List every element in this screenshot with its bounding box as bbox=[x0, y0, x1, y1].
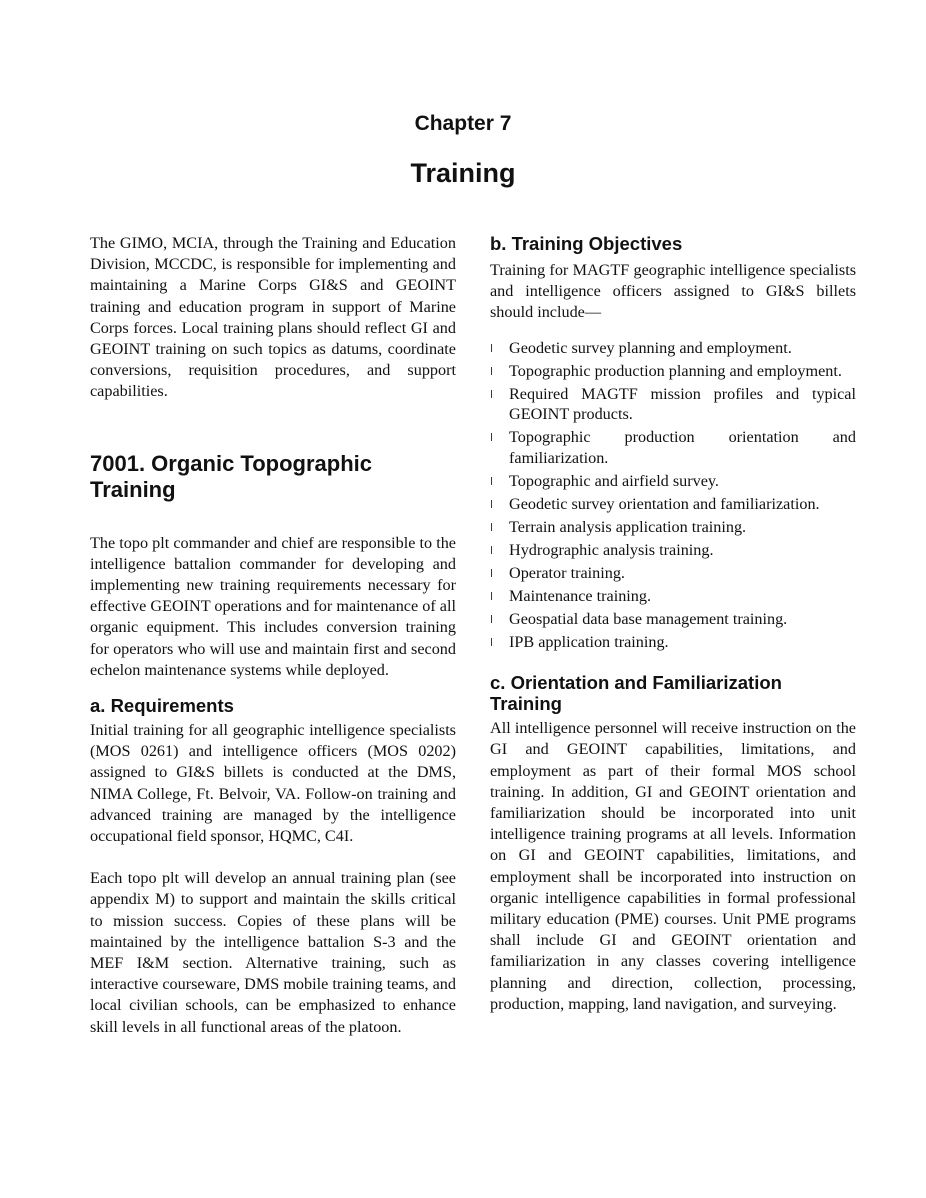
intro-paragraph: The GIMO, MCIA, through the Training and Education Division, MCCDC, is responsible for implementing and maintaining a Marine Corps GI&S and GEOINT training and education program in support of Marine Corps forces. Local training plans should reflect GI and GEOINT training on such topics as datums, coordinate conversions, requisition procedures, and support capabilities. bbox=[90, 234, 456, 401]
chapter-label: Chapter 7 bbox=[414, 112, 512, 135]
objective-item-text: Geodetic survey orientation and familiarization. bbox=[509, 494, 820, 513]
bullet-icon: l bbox=[490, 543, 494, 557]
objective-item bbox=[490, 609, 856, 630]
objectives-list bbox=[490, 338, 856, 653]
bullet-icon: l bbox=[490, 566, 494, 580]
bullet-icon: l bbox=[490, 387, 494, 401]
objectives-heading: b. Training Objectives bbox=[490, 233, 683, 254]
section-7001-paragraph: The topo plt commander and chief are responsible to the intelligence battalion commander for developing and implementing new training requirements necessary for effective GEOINT operations and for maintenance of all organic equipment. This includes conversion training for operators who will use and maintain first and second echelon maintenance systems while deployed. bbox=[90, 533, 456, 679]
bullet-icon: l bbox=[490, 589, 494, 603]
bullet-icon: l bbox=[490, 635, 494, 649]
objective-item-text: Maintenance training. bbox=[509, 586, 652, 605]
bullet-icon: l bbox=[490, 474, 494, 488]
objective-item-text: Terrain analysis application training. bbox=[509, 517, 747, 536]
section-7001-heading: 7001. Organic Topographic Training bbox=[90, 450, 372, 502]
objectives-intro: Training for MAGTF geographic intelligence specialists and intelligence officers assigned to GI&S billets should include— bbox=[490, 261, 856, 322]
objective-item bbox=[490, 540, 856, 561]
bullet-icon: l bbox=[490, 612, 494, 626]
requirements-paragraph-2: Each topo plt will develop an annual training plan (see appendix M) to support and maintain the skills critical to mission success. Copies of these plans will be maintained by the intelligence battalion S-3 and the MEF I&M section. Alternative training, such as interactive courseware, DMS mobile training teams, and local civilian schools, can be emphasized to enhance skill levels in all functional areas of the platoon. bbox=[90, 869, 456, 1036]
objective-item-text: Hydrographic analysis training. bbox=[509, 540, 714, 559]
bullet-icon: l bbox=[490, 364, 494, 378]
objective-item bbox=[490, 384, 856, 425]
objective-item bbox=[490, 494, 856, 515]
objective-item-text: Geospatial data base management training. bbox=[509, 609, 788, 628]
objective-item bbox=[490, 586, 856, 607]
bullet-icon: l bbox=[490, 497, 494, 511]
objective-item-text: Topographic production planning and employment. bbox=[509, 361, 842, 380]
objective-item bbox=[490, 563, 856, 584]
objective-item bbox=[490, 632, 856, 653]
objective-item bbox=[490, 471, 856, 492]
objective-item-text: Topographic production orientation and familiarization. bbox=[509, 428, 856, 467]
left-column bbox=[90, 233, 456, 1038]
objective-item bbox=[490, 427, 856, 468]
objective-item-text: Required MAGTF mission profiles and typical GEOINT products. bbox=[509, 384, 856, 424]
bullet-icon: l bbox=[490, 520, 494, 534]
orientation-paragraph: All intelligence personnel will receive instruction on the GI and GEOINT capabilities, limitations, and employment as part of their formal MOS school training. In addition, GI and GEOINT orientation and familiarization should be incorporated into unit intelligence training programs at all levels. Information on GI and GEOINT capabilities, limitations, and employment shall be incorporated into instruction on organic intelligence capabilities in formal professional military education (PME) courses. Unit PME programs shall include GI and GEOINT orientation and familiarization in any classes covering intelligence planning and direction, collection, processing, production, mapping, land navigation, and surveying. bbox=[490, 719, 856, 1013]
bullet-icon: l bbox=[490, 341, 494, 355]
objective-item-text: Topographic and airfield survey. bbox=[509, 471, 719, 490]
bullet-icon: l bbox=[490, 431, 494, 445]
objective-item bbox=[490, 361, 856, 382]
right-column bbox=[490, 233, 856, 1015]
requirements-paragraph-1: Initial training for all geographic intelligence specialists (MOS 0261) and intelligence officers (MOS 0202) assigned to GI&S billets is conducted at the DMS, NIMA College, Ft. Belvoir, VA. Follow-on training and advanced training are managed by the intelligence occupational field sponsor, HQMC, C4I. bbox=[90, 721, 456, 846]
objective-item bbox=[490, 517, 856, 538]
requirements-heading: a. Requirements bbox=[90, 695, 234, 717]
orientation-heading: c. Orientation and Familiarization Training bbox=[490, 672, 782, 715]
objective-item bbox=[490, 338, 856, 359]
objective-item-text: Operator training. bbox=[509, 563, 625, 582]
objective-item-text: Geodetic survey planning and employment. bbox=[509, 338, 792, 357]
objective-item-text: IPB application training. bbox=[509, 632, 669, 651]
chapter-title: Training bbox=[410, 158, 516, 188]
